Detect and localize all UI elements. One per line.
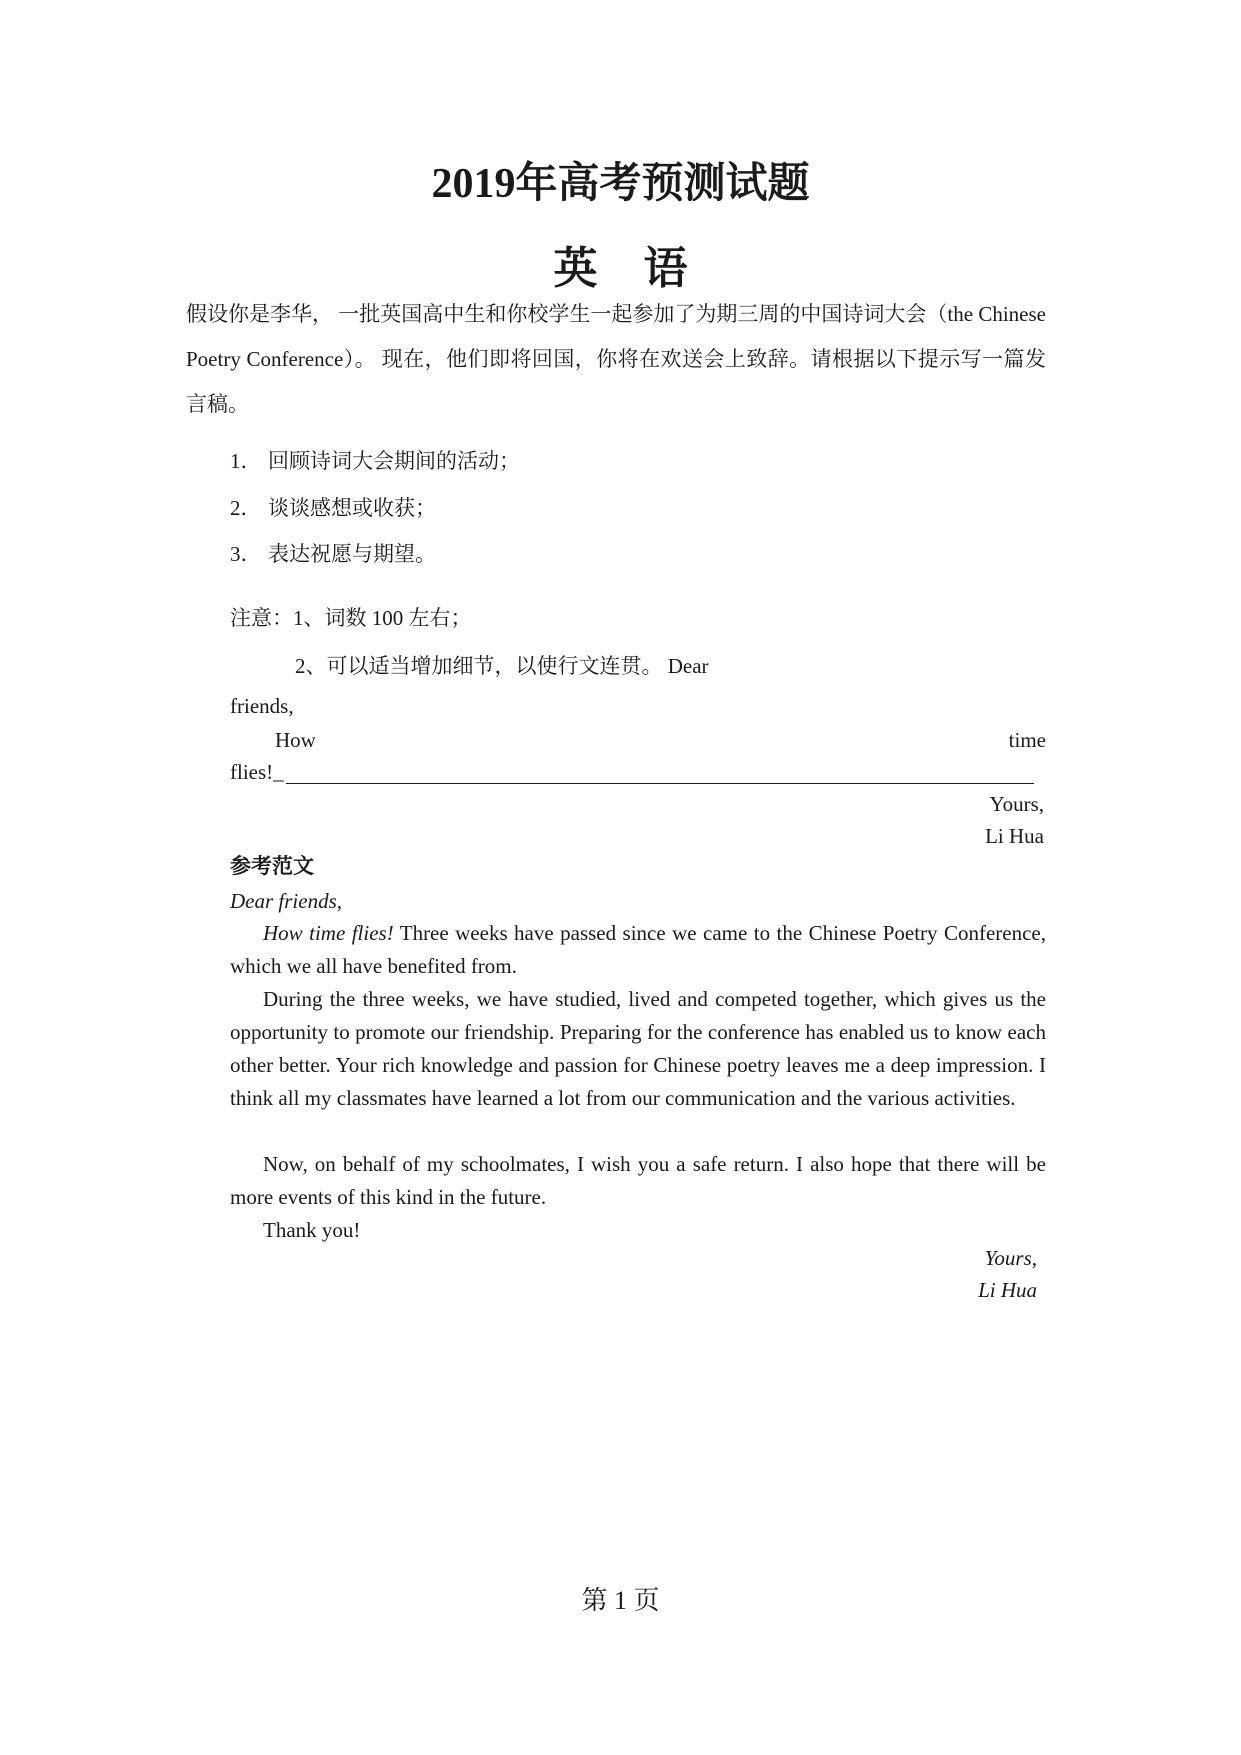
page-title: 2019年高考预测试题	[431, 161, 810, 207]
opening-time: time	[1008, 728, 1046, 752]
reference-title: 参考范文	[230, 854, 314, 878]
closing-name: Li Hua	[985, 824, 1044, 848]
reference-paragraph: Thank you!	[263, 1218, 361, 1242]
prompt-tip	[230, 445, 520, 475]
opening-flies: flies!_	[230, 760, 284, 784]
tip-number: 1．	[230, 449, 262, 473]
answer-line	[286, 783, 1034, 784]
subject-title: 英语	[553, 244, 734, 293]
reference-closing-yours: Yours,	[984, 1246, 1037, 1270]
tip-number: 3．	[230, 542, 262, 566]
tip-text: 回顾诗词大会期间的活动；	[268, 449, 520, 473]
page-number: 第 1 页	[581, 1586, 660, 1615]
reference-lead: How time flies!	[263, 921, 394, 945]
note-details: 2、可以适当增加细节，以使行文连贯。 Dear	[295, 654, 709, 678]
tip-number: 2．	[230, 496, 262, 520]
reference-salute: Dear friends,	[230, 889, 342, 913]
prompt-intro: 假设你是李华， 一批英国高中生和你校学生一起参加了为期三周的中国诗词大会（the Chinese Poetry Conference）。 现在，他们即将回国，你将在欢送会上致辞。请根据以下提示写一篇发言稿。	[186, 302, 1046, 416]
reference-paragraph	[230, 917, 1046, 983]
prompt-tip	[230, 538, 436, 568]
greeting-friends: friends,	[230, 694, 294, 718]
closing-yours: Yours,	[989, 792, 1044, 816]
note-word-count: 注意：1、词数 100 左右；	[230, 606, 472, 630]
tip-text: 表达祝愿与期望。	[268, 542, 436, 566]
tip-text: 谈谈感想或收获；	[268, 496, 436, 520]
reference-paragraph: Now, on behalf of my schoolmates, I wish you a safe return. I also hope that there will be more events of this kind in the future.	[230, 1152, 1046, 1209]
opening-how: How	[275, 728, 316, 752]
reference-closing-name: Li Hua	[978, 1278, 1037, 1302]
prompt-tip	[230, 492, 436, 522]
reference-paragraph: During the three weeks, we have studied, lived and competed together, which gives us the opportunity to promote our friendship. Preparing for the conference has enabled us to know each other better. Your rich knowledge and passion for Chinese poetry leaves me a deep impression. I think all my classmates have learned a lot from our communication and the various activities.	[230, 987, 1046, 1110]
reference-text: Three weeks have passed since we came to the Chinese Poetry Conference, which we all have benefited from.	[230, 921, 1046, 978]
